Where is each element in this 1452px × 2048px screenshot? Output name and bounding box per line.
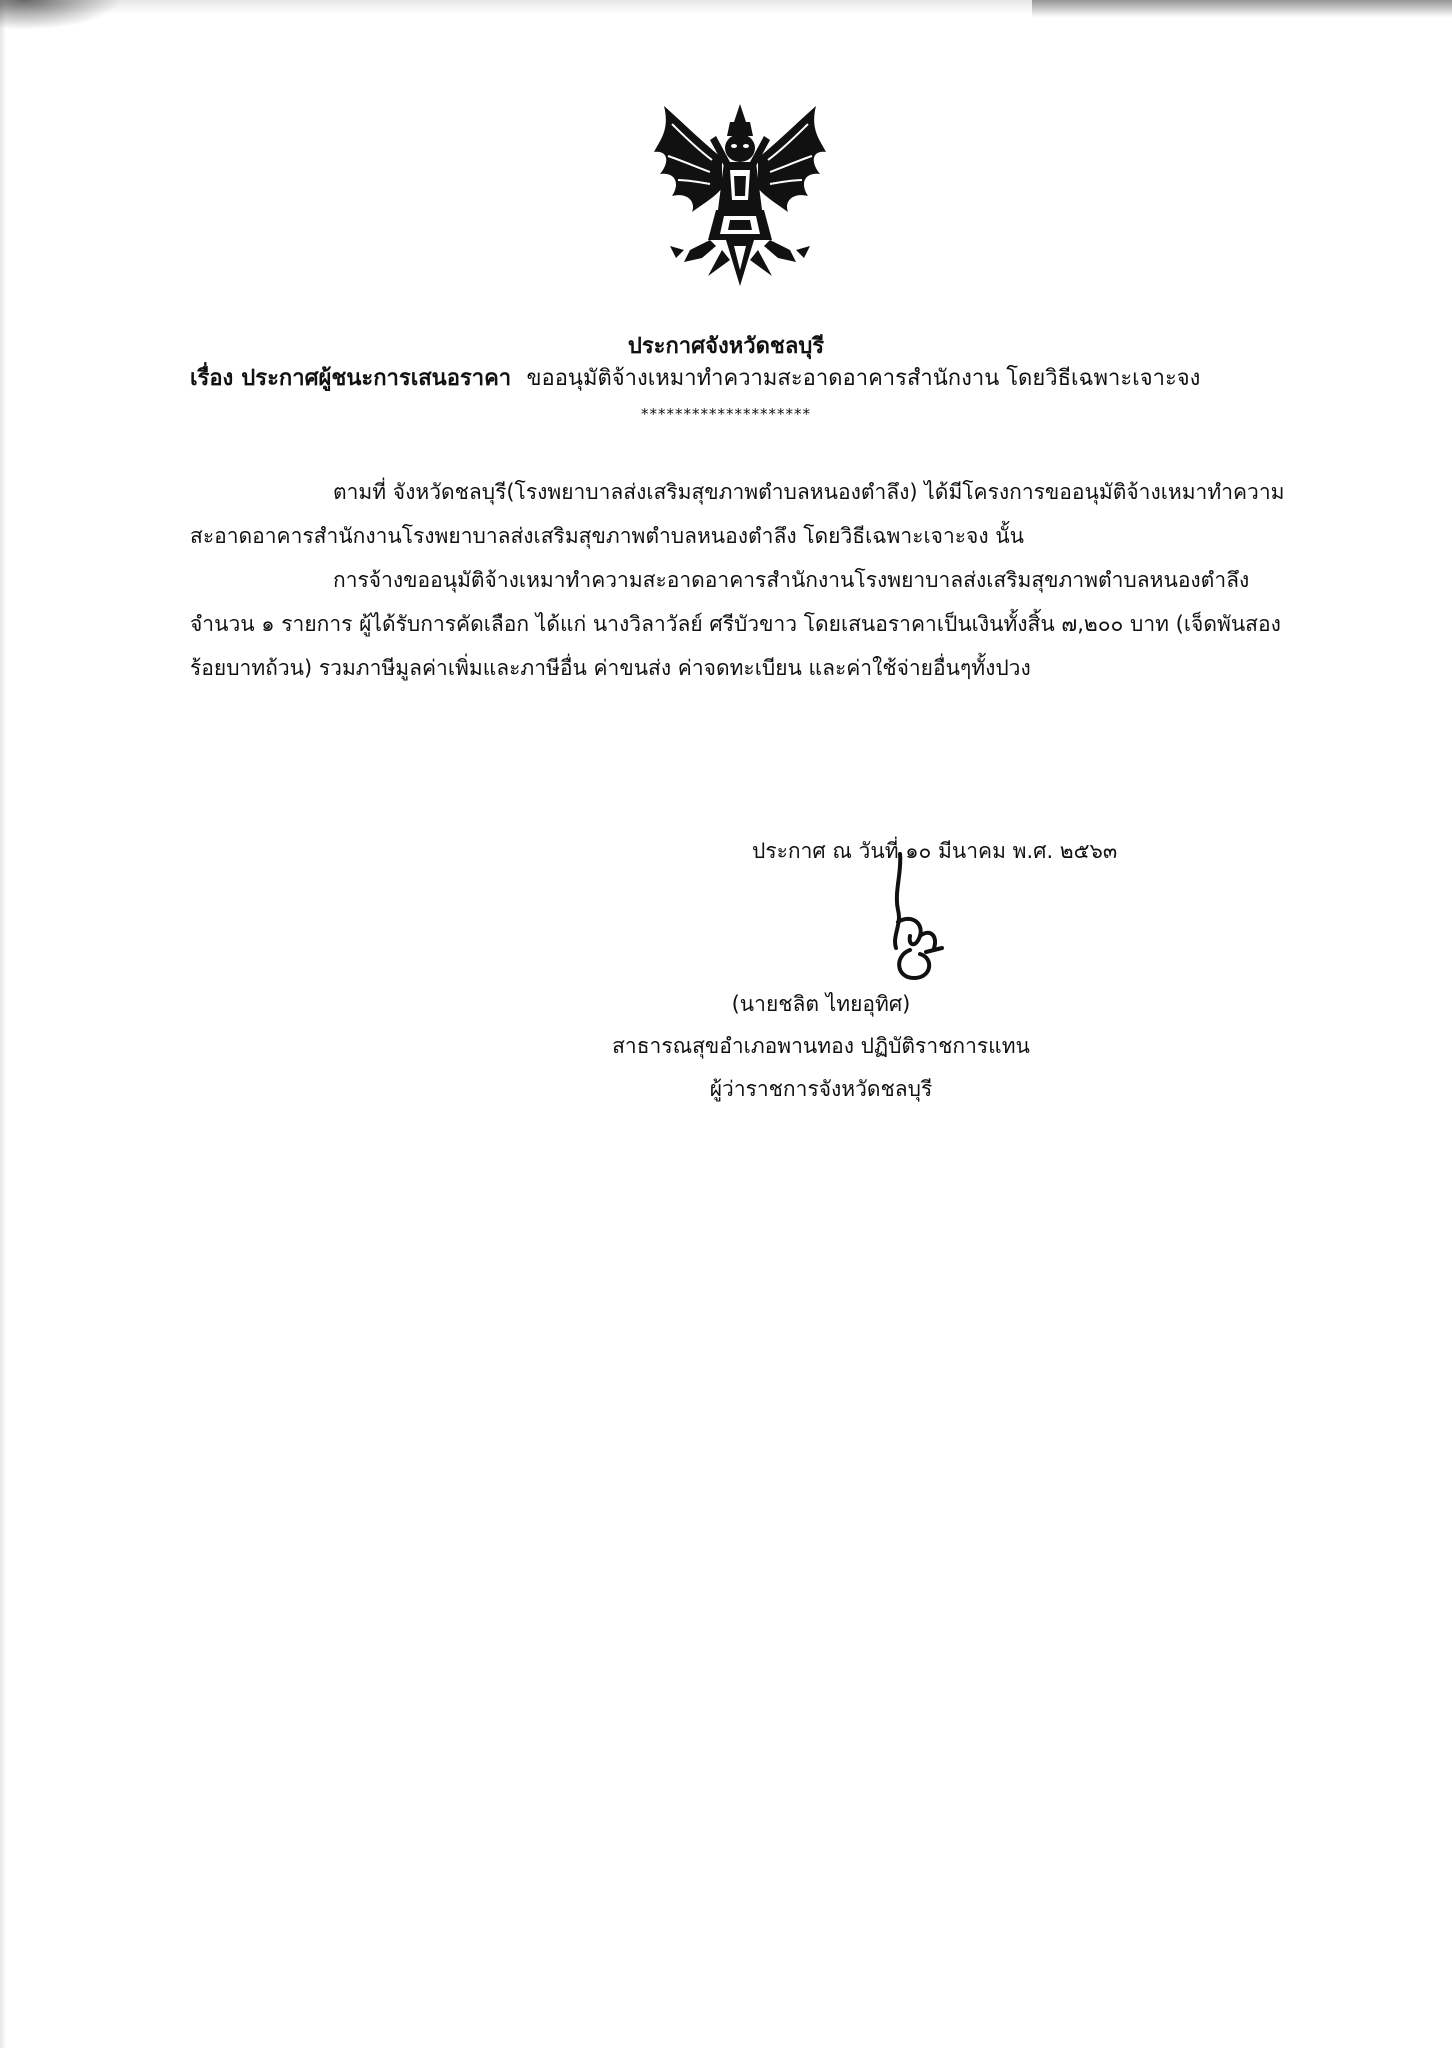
separator: ******************** [641,405,811,423]
scan-edge-left [0,0,6,2048]
subject-text: ขออนุมัติจ้างเหมาทำความสะอาดอาคารสำนักงาน โดยวิธีเฉพาะเจาะจง [526,366,1201,391]
signer-name: (นายชลิต ไทยอุทิศ) [731,992,911,1016]
handwritten-signature-icon [880,852,960,982]
paragraph-1: ตามที่ จังหวัดชลบุรี(โรงพยาบาลส่งเสริมสุขภาพตำบลหนองตำลึง) ได้มีโครงการขออนุมัติจ้างเหมาทำความสะอาดอาคารสำนักงานโรงพยาบาลส่งเสริมสุขภาพตำบลหนองตำลึง โดยวิธีเฉพาะเจาะจง นั้น [190,480,1285,548]
garuda-emblem-icon [650,100,830,290]
scan-smudge-top-left [0,0,120,30]
paragraph-2: การจ้างขออนุมัติจ้างเหมาทำความสะอาดอาคารสำนักงานโรงพยาบาลส่งเสริมสุขภาพตำบลหนองตำลึง จำนวน ๑ รายการ ผู้ได้รับการคัดเลือก ได้แก่ นางวิลาวัลย์ ศรีบัวขาว โดยเสนอราคาเป็นเงินทั้งสิ้น ๗,๒๐๐ บาท (เจ็ดพันสองร้อยบาทถ้วน) รวมภาษีมูลค่าเพิ่มและภาษีอื่น ค่าขนส่ง ค่าจดทะเบียน และค่าใช้จ่ายอื่นๆทั้งปวง [190,568,1281,680]
subject-label: เรื่อง [190,366,234,391]
document-subject [190,360,1290,395]
subject-bold-text: ประกาศผู้ชนะการเสนอราคา [241,366,512,391]
document-title: ประกาศจังหวัดชลบุรี [627,334,825,359]
signer-authority: ผู้ว่าราชการจังหวัดชลบุรี [709,1077,933,1101]
announcement-date: ประกาศ ณ วันที่ ๑๐ มีนาคม พ.ศ. ๒๕๖๓ [752,839,1118,863]
scan-smudge-top-right [1032,0,1452,18]
signer-position: สาธารณสุขอำเภอพานทอง ปฏิบัติราชการแทน [612,1034,1030,1058]
